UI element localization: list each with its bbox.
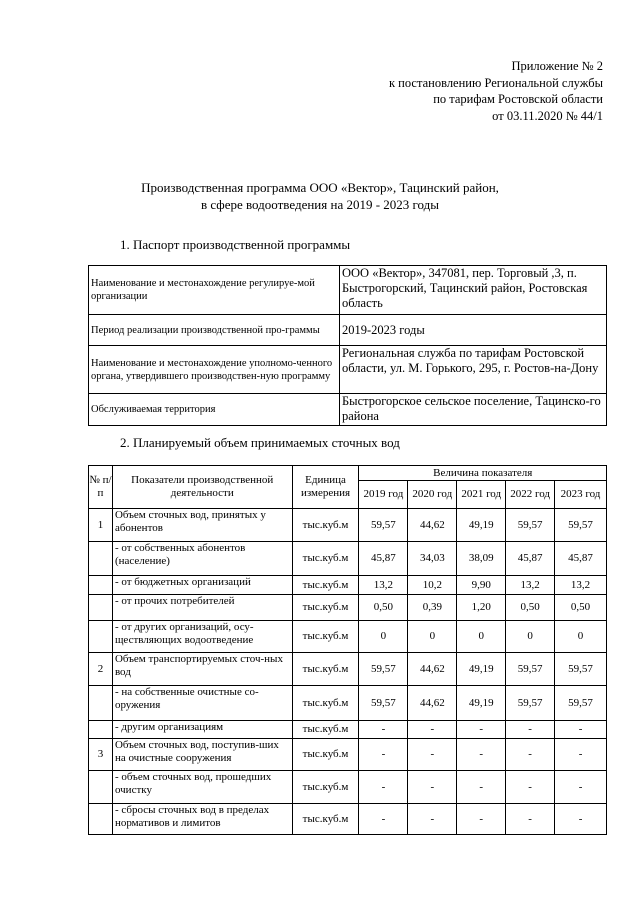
row-value: 59,57 bbox=[506, 686, 555, 721]
table-row bbox=[89, 621, 607, 653]
row-value: - bbox=[457, 721, 506, 739]
row-value: 44,62 bbox=[408, 653, 457, 686]
row-value: 59,57 bbox=[359, 509, 408, 542]
table-row bbox=[89, 771, 607, 804]
row-num bbox=[89, 542, 113, 576]
passport-table bbox=[88, 265, 607, 426]
row-num bbox=[89, 576, 113, 595]
row-value: 45,87 bbox=[506, 542, 555, 576]
row-num bbox=[89, 621, 113, 653]
table-row bbox=[89, 804, 607, 835]
row-num bbox=[89, 804, 113, 835]
row-unit: тыс.куб.м bbox=[292, 621, 359, 653]
title-line-2: в сфере водоотведения на 2019 - 2023 годы bbox=[200, 196, 440, 212]
row-unit: тыс.куб.м bbox=[292, 576, 359, 595]
row-indicator: - от прочих потребителей bbox=[112, 595, 292, 621]
row-unit: тыс.куб.м bbox=[292, 804, 359, 835]
row-value: 59,57 bbox=[506, 653, 555, 686]
row-value: - bbox=[555, 771, 607, 804]
row-indicator: - от собственных абонентов (население) bbox=[112, 542, 292, 576]
header-year: 2023 год bbox=[555, 481, 607, 509]
passport-row bbox=[89, 315, 607, 346]
header-year: 2022 год bbox=[506, 481, 555, 509]
row-unit: тыс.куб.м bbox=[292, 542, 359, 576]
header-value-group: Величина показателя bbox=[359, 466, 607, 481]
row-unit: тыс.куб.м bbox=[292, 721, 359, 739]
row-value: 38,09 bbox=[457, 542, 506, 576]
passport-label: Наименование и местонахождение регулируе-мой организации bbox=[89, 266, 340, 315]
row-indicator: - объем сточных вод, прошедших очистку bbox=[112, 771, 292, 804]
passport-row bbox=[89, 346, 607, 394]
row-value: 0 bbox=[408, 621, 457, 653]
row-value: - bbox=[408, 739, 457, 771]
passport-row bbox=[89, 394, 607, 426]
passport-value: ООО «Вектор», 347081, пер. Торговый ,3, п. Быстрогорский, Тацинский район, Ростовская область bbox=[340, 266, 607, 315]
row-value: 49,19 bbox=[457, 686, 506, 721]
row-value: - bbox=[408, 721, 457, 739]
row-value: - bbox=[457, 739, 506, 771]
row-indicator: Объем транспортируемых сточ-ных вод bbox=[112, 653, 292, 686]
passport-value: Быстрогорское сельское поселение, Тацинско-го района bbox=[340, 394, 607, 426]
row-indicator: - другим организациям bbox=[112, 721, 292, 739]
row-indicator: - от бюджетных организаций bbox=[112, 576, 292, 595]
section-1-heading: 1. Паспорт производственной программы bbox=[120, 237, 351, 252]
appendix-line-2: к постановлению Региональной службы bbox=[388, 75, 603, 90]
row-value: - bbox=[555, 721, 607, 739]
header-unit: Единица измерения bbox=[292, 466, 359, 509]
row-indicator: - сбросы сточных вод в пределах нормативов и лимитов bbox=[112, 804, 292, 835]
row-value: - bbox=[457, 771, 506, 804]
row-value: 0,50 bbox=[506, 595, 555, 621]
row-value: - bbox=[506, 721, 555, 739]
row-value: - bbox=[506, 739, 555, 771]
row-value: 0,50 bbox=[359, 595, 408, 621]
row-value: 44,62 bbox=[408, 686, 457, 721]
row-value: 59,57 bbox=[359, 653, 408, 686]
passport-label: Наименование и местонахождение уполномо-ченного органа, утвердившего производствен-ную программу bbox=[89, 346, 340, 394]
document-title bbox=[0, 180, 640, 213]
row-value: 45,87 bbox=[555, 542, 607, 576]
passport-value: 2019-2023 годы bbox=[340, 315, 607, 346]
row-value: - bbox=[555, 739, 607, 771]
header-year: 2020 год bbox=[408, 481, 457, 509]
table-row bbox=[89, 721, 607, 739]
row-unit: тыс.куб.м bbox=[292, 653, 359, 686]
row-indicator: - от других организаций, осу-ществляющих водоотведение bbox=[112, 621, 292, 653]
row-value: 1,20 bbox=[457, 595, 506, 621]
header-indicator: Показатели производственной деятельности bbox=[112, 466, 292, 509]
row-num bbox=[89, 595, 113, 621]
table-row bbox=[89, 542, 607, 576]
row-value: 59,57 bbox=[359, 686, 408, 721]
row-value: 0,39 bbox=[408, 595, 457, 621]
section-2-heading: 2. Планируемый объем принимаемых сточных вод bbox=[120, 435, 400, 450]
row-value: 49,19 bbox=[457, 653, 506, 686]
table-row bbox=[89, 576, 607, 595]
title-line-1: Производственная программа ООО «Вектор», Тацинский район, bbox=[141, 180, 499, 195]
row-value: 0,50 bbox=[555, 595, 607, 621]
row-num: 3 bbox=[89, 739, 113, 771]
row-value: 49,19 bbox=[457, 509, 506, 542]
row-value: 0 bbox=[506, 621, 555, 653]
row-unit: тыс.куб.м bbox=[292, 509, 359, 542]
row-unit: тыс.куб.м bbox=[292, 739, 359, 771]
row-value: 9,90 bbox=[457, 576, 506, 595]
passport-value: Региональная служба по тарифам Ростовской области, ул. М. Горького, 295, г. Ростов-на-Дону bbox=[340, 346, 607, 394]
row-value: 10,2 bbox=[408, 576, 457, 595]
table-row bbox=[89, 653, 607, 686]
header-year: 2021 год bbox=[457, 481, 506, 509]
row-value: 59,57 bbox=[555, 686, 607, 721]
row-num: 1 bbox=[89, 509, 113, 542]
row-value: - bbox=[506, 804, 555, 835]
row-num bbox=[89, 771, 113, 804]
row-indicator: Объем сточных вод, поступив-ших на очистные сооружения bbox=[112, 739, 292, 771]
row-value: - bbox=[359, 739, 408, 771]
volume-table bbox=[88, 465, 607, 835]
row-value: 0 bbox=[457, 621, 506, 653]
table-row bbox=[89, 509, 607, 542]
row-value: 13,2 bbox=[359, 576, 408, 595]
row-value: 44,62 bbox=[408, 509, 457, 542]
row-value: - bbox=[359, 804, 408, 835]
row-value: 59,57 bbox=[555, 653, 607, 686]
appendix-line-1: Приложение № 2 bbox=[511, 59, 603, 73]
row-value: 0 bbox=[359, 621, 408, 653]
appendix-header bbox=[389, 58, 603, 124]
row-value: 59,57 bbox=[555, 509, 607, 542]
table-row bbox=[89, 686, 607, 721]
row-num bbox=[89, 686, 113, 721]
row-value: 0 bbox=[555, 621, 607, 653]
row-value: - bbox=[408, 771, 457, 804]
table-row bbox=[89, 739, 607, 771]
passport-label: Период реализации производственной про-граммы bbox=[89, 315, 340, 346]
row-unit: тыс.куб.м bbox=[292, 595, 359, 621]
row-value: - bbox=[555, 804, 607, 835]
row-value: - bbox=[457, 804, 506, 835]
appendix-line-3: по тарифам Ростовской области bbox=[433, 92, 603, 106]
passport-row bbox=[89, 266, 607, 315]
row-num: 2 bbox=[89, 653, 113, 686]
row-value: 13,2 bbox=[506, 576, 555, 595]
row-value: - bbox=[359, 771, 408, 804]
passport-label: Обслуживаемая территория bbox=[89, 394, 340, 426]
row-value: - bbox=[408, 804, 457, 835]
row-indicator: Объем сточных вод, принятых у абонентов bbox=[112, 509, 292, 542]
row-value: 13,2 bbox=[555, 576, 607, 595]
header-year: 2019 год bbox=[359, 481, 408, 509]
row-value: - bbox=[359, 721, 408, 739]
row-value: - bbox=[506, 771, 555, 804]
row-indicator: - на собственные очистные со-оружения bbox=[112, 686, 292, 721]
row-value: 34,03 bbox=[408, 542, 457, 576]
row-unit: тыс.куб.м bbox=[292, 771, 359, 804]
row-value: 45,87 bbox=[359, 542, 408, 576]
header-row bbox=[89, 466, 607, 481]
appendix-line-4: от 03.11.2020 № 44/1 bbox=[492, 108, 603, 123]
row-num bbox=[89, 721, 113, 739]
table-row bbox=[89, 595, 607, 621]
row-unit: тыс.куб.м bbox=[292, 686, 359, 721]
row-value: 59,57 bbox=[506, 509, 555, 542]
header-num: № п/п bbox=[89, 466, 113, 509]
